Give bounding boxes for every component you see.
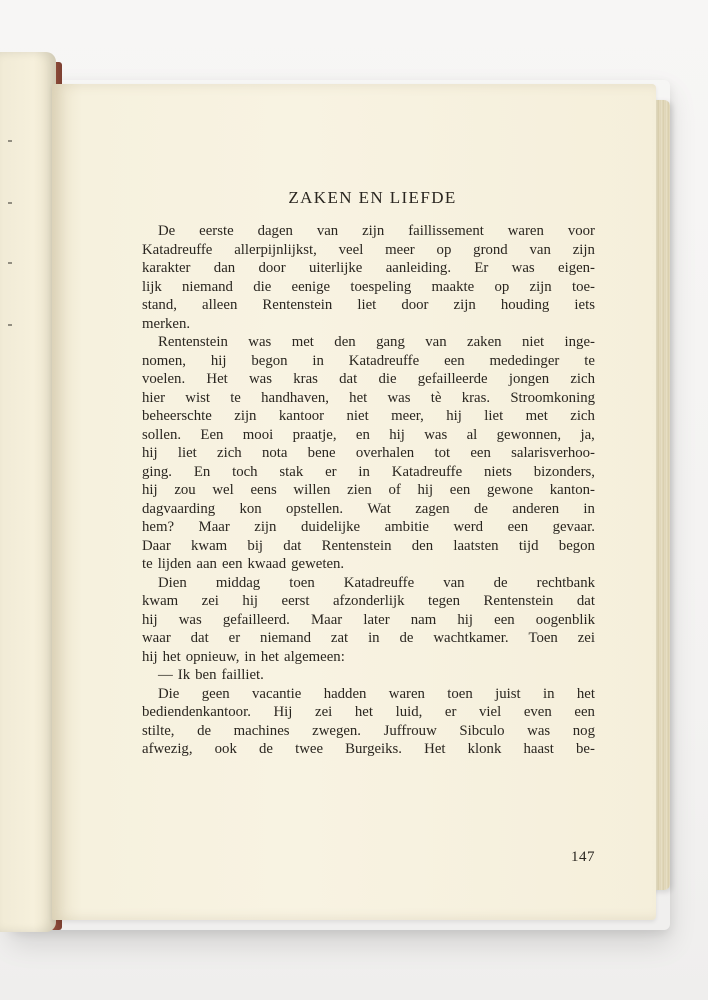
- text-word: zijn: [453, 297, 476, 313]
- text-word: toch: [232, 463, 258, 480]
- text-word: de: [493, 574, 508, 591]
- text-word: door: [401, 297, 429, 313]
- text-word: ambitie: [384, 519, 429, 535]
- text-word: gewone: [487, 482, 534, 498]
- text-word: liet: [484, 408, 504, 424]
- text-line: [142, 740, 595, 759]
- text-word: grond: [473, 241, 508, 258]
- text-line: [142, 555, 595, 574]
- text-word: meer: [385, 241, 415, 258]
- page-number: 147: [571, 849, 595, 865]
- text-word: handhaven,: [261, 389, 329, 406]
- text-word: eigen-: [558, 260, 595, 276]
- text-word: stilte,: [142, 722, 175, 739]
- text-line: [142, 592, 595, 611]
- text-word: in: [358, 463, 370, 480]
- text-word: toen: [447, 685, 473, 702]
- text-word: toe-: [571, 278, 595, 295]
- text-word: het: [354, 704, 373, 720]
- text-word: wist: [185, 389, 210, 406]
- text-word: hij: [210, 352, 227, 369]
- text-word: Katadreuffe: [348, 352, 420, 369]
- text-word: een: [221, 556, 243, 572]
- text-word: kras: [293, 371, 318, 387]
- text-word: zat: [330, 630, 349, 646]
- text-word: hij: [457, 611, 473, 628]
- text-word: de: [197, 722, 212, 739]
- text-word: te: [230, 389, 241, 406]
- book-page: [52, 84, 656, 920]
- text-word: een: [494, 611, 515, 628]
- text-word: hij: [242, 593, 259, 609]
- text-word: stak: [279, 463, 304, 480]
- text-word: Wat: [367, 500, 391, 517]
- text-word: was: [178, 611, 202, 628]
- text-word: anderen: [512, 500, 560, 517]
- text-word: hij: [142, 445, 158, 461]
- text-word: niemand: [260, 630, 311, 646]
- text-word: iets: [574, 297, 595, 313]
- text-word: machines: [233, 722, 290, 739]
- text-word: kanton-: [549, 482, 595, 498]
- text-word: van: [316, 223, 339, 239]
- page-content: [142, 187, 595, 865]
- text-word: algemeen:: [284, 648, 345, 665]
- text-word: zich: [217, 445, 242, 461]
- text-word: Die: [158, 685, 180, 702]
- text-word: van: [529, 241, 551, 258]
- text-word: afzonderlijk: [332, 593, 405, 609]
- text-line: [142, 259, 595, 278]
- text-word: hem?: [142, 519, 175, 535]
- left-page-mark: [8, 140, 12, 142]
- text-word: de: [474, 500, 488, 517]
- text-word: die: [253, 278, 272, 295]
- text-word: bij: [247, 537, 264, 554]
- text-word: zaken: [467, 334, 502, 350]
- text-word: nog: [572, 722, 595, 739]
- text-line: [142, 241, 595, 260]
- text-line: [142, 648, 595, 667]
- text-word: kantoor: [278, 408, 325, 424]
- text-word: stand,: [142, 297, 177, 313]
- text-word: geweten.: [291, 556, 345, 572]
- text-word: er: [228, 630, 241, 646]
- text-word: merken.: [142, 315, 191, 332]
- text-word: niet: [521, 334, 545, 350]
- text-word: bizonders,: [533, 463, 595, 480]
- text-word: begon: [558, 537, 595, 554]
- text-word: opnieuw,: [185, 648, 240, 665]
- text-word: was: [387, 389, 411, 406]
- text-word: faillissement: [408, 223, 484, 239]
- text-word: eerste: [199, 223, 234, 239]
- text-line: [142, 666, 595, 685]
- text-word: eenige: [291, 278, 331, 295]
- text-word: was: [527, 722, 551, 739]
- text-word: Sibculo: [459, 722, 505, 739]
- text-word: zich: [570, 408, 595, 424]
- text-word: te: [142, 556, 153, 572]
- text-word: opstellen.: [285, 500, 344, 517]
- text-word: hij: [389, 426, 405, 443]
- text-word: zijn: [572, 241, 595, 258]
- text-word: middag: [215, 574, 261, 591]
- text-word: werd: [453, 519, 484, 535]
- text-word: De: [158, 223, 176, 239]
- text-word: zich: [570, 371, 595, 387]
- text-word: nam: [410, 611, 437, 628]
- text-word: dat: [190, 630, 209, 646]
- text-word: wachtkamer.: [433, 630, 509, 646]
- text-word: dat: [283, 537, 302, 554]
- text-word: tijd: [518, 537, 539, 554]
- text-word: mededinger: [489, 352, 560, 369]
- text-word: Daar: [142, 537, 171, 554]
- text-word: er: [325, 463, 337, 480]
- text-word: Het: [206, 371, 228, 387]
- text-word: Maar: [310, 611, 343, 628]
- text-word: karakter: [142, 260, 191, 276]
- text-word: Maar: [198, 519, 230, 535]
- text-word: maakte: [431, 278, 475, 295]
- text-word: kon: [239, 500, 262, 517]
- text-word: de: [258, 741, 273, 757]
- text-word: Rentenstein: [262, 297, 333, 313]
- text-word: tot: [434, 445, 451, 461]
- text-word: lijk: [142, 278, 162, 295]
- text-word: later: [363, 611, 390, 628]
- text-word: Hij: [273, 704, 293, 720]
- text-line: [142, 352, 595, 371]
- text-word: beheerschte: [142, 408, 212, 424]
- text-word: op: [494, 278, 510, 295]
- text-word: zijn: [254, 519, 277, 535]
- text-word: laatsten: [453, 537, 499, 554]
- text-word: lijden: [157, 556, 192, 572]
- text-word: zijn: [234, 408, 257, 424]
- text-word: te: [584, 352, 595, 369]
- text-word: dagvaarding: [142, 500, 216, 517]
- text-word: Rentenstein: [158, 334, 228, 350]
- text-line: [142, 574, 595, 593]
- text-word: zijn: [529, 278, 552, 295]
- text-word: een: [470, 445, 491, 461]
- text-word: tè: [430, 389, 442, 406]
- text-word: zwegen.: [312, 722, 362, 739]
- text-line: [142, 722, 595, 741]
- text-word: in: [543, 685, 555, 702]
- text-word: zou: [174, 482, 196, 498]
- text-word: in: [312, 352, 324, 369]
- text-word: —: [158, 667, 173, 683]
- text-word: waren: [388, 685, 425, 702]
- text-word: kwam: [191, 537, 228, 554]
- text-line: [142, 333, 595, 352]
- left-page-mark: [8, 262, 12, 264]
- text-word: voor: [567, 223, 595, 239]
- text-word: liet: [357, 297, 377, 313]
- text-word: praatje,: [292, 426, 337, 443]
- text-word: ben: [195, 667, 217, 683]
- text-word: of: [388, 482, 401, 498]
- text-line: [142, 222, 595, 241]
- text-word: Stroomkoning: [510, 389, 595, 406]
- text-word: Katadreuffe: [142, 241, 213, 258]
- text-word: zagen: [415, 500, 450, 517]
- text-word: jongen: [508, 371, 550, 387]
- text-word: vacantie: [252, 685, 302, 702]
- left-page-edge: [0, 52, 56, 932]
- text-word: met: [291, 334, 314, 350]
- text-word: door: [258, 260, 286, 276]
- body-text: [142, 222, 595, 759]
- text-word: Er: [474, 260, 489, 276]
- text-word: hij: [417, 482, 434, 498]
- text-word: hij: [142, 611, 158, 628]
- text-word: eens: [250, 482, 277, 498]
- text-word: een: [444, 352, 465, 369]
- text-word: in: [244, 648, 256, 665]
- text-word: ging.: [142, 463, 173, 480]
- text-word: was: [249, 371, 273, 387]
- text-word: van: [443, 574, 465, 591]
- text-word: toen: [289, 574, 315, 591]
- text-word: oogenblik: [535, 611, 595, 628]
- text-word: klonk: [467, 741, 502, 757]
- text-word: een: [449, 482, 471, 498]
- text-word: inge-: [564, 334, 595, 350]
- text-word: liet: [177, 445, 197, 461]
- text-line: [142, 537, 595, 556]
- text-word: het: [576, 685, 595, 702]
- text-word: zien: [347, 482, 372, 498]
- text-line: [142, 629, 595, 648]
- text-word: eerst: [281, 593, 310, 609]
- text-word: een: [507, 519, 529, 535]
- text-word: begon: [251, 352, 288, 369]
- text-line: [142, 426, 595, 445]
- text-word: kwam: [142, 593, 179, 609]
- text-line: [142, 685, 595, 704]
- text-line: [142, 389, 595, 408]
- text-word: ja,: [580, 426, 595, 443]
- text-word: niemand: [181, 278, 233, 295]
- text-word: mooi: [242, 426, 274, 443]
- text-word: dat: [339, 371, 358, 387]
- text-line: [142, 703, 595, 722]
- text-word: gang: [376, 334, 405, 350]
- text-word: die: [378, 371, 397, 387]
- text-word: in: [583, 500, 595, 517]
- text-word: luid,: [395, 704, 423, 720]
- text-word: nota: [261, 445, 288, 461]
- text-word: dat: [576, 593, 595, 609]
- chapter-title: ZAKEN EN LIEFDE: [288, 188, 457, 207]
- text-word: Rentenstein: [483, 593, 554, 609]
- text-word: Katadreuffe: [391, 463, 463, 480]
- text-word: houding: [500, 297, 550, 313]
- text-line: [142, 278, 595, 297]
- text-word: zei: [315, 704, 333, 720]
- text-word: Het: [424, 741, 446, 757]
- text-word: meer,: [391, 408, 424, 424]
- text-word: Ik: [177, 667, 191, 683]
- text-word: haast: [523, 741, 554, 757]
- text-word: aanleiding.: [385, 260, 452, 276]
- text-line: [142, 296, 595, 315]
- text-word: waar: [142, 630, 171, 646]
- text-word: Katadreuffe: [343, 574, 415, 591]
- text-word: den: [411, 537, 434, 554]
- text-word: in: [368, 630, 380, 646]
- text-word: voelen.: [142, 371, 186, 387]
- text-word: het: [260, 648, 279, 665]
- text-line: [142, 463, 595, 482]
- text-word: niet: [346, 408, 369, 424]
- text-word: salarisverhoo-: [511, 445, 595, 461]
- text-word: gefailleerd.: [222, 611, 290, 628]
- text-word: willen: [293, 482, 331, 498]
- text-word: en: [355, 426, 370, 443]
- text-word: geen: [201, 685, 230, 702]
- text-word: ook: [214, 741, 237, 757]
- text-word: En: [193, 463, 211, 480]
- text-word: met: [525, 408, 548, 424]
- left-page-mark: [8, 202, 12, 204]
- text-line: [142, 500, 595, 519]
- text-word: was: [248, 334, 272, 350]
- text-word: allerpijnlijkst,: [234, 241, 317, 258]
- text-word: hij: [446, 408, 462, 424]
- text-word: er: [444, 704, 457, 720]
- text-word: Rentenstein: [321, 537, 392, 554]
- text-word: bediendenkantoor.: [142, 704, 251, 720]
- text-word: het: [349, 389, 368, 406]
- text-word: rechtbank: [536, 574, 595, 591]
- text-line: [142, 315, 595, 334]
- text-word: veel: [338, 241, 364, 258]
- text-word: viel: [479, 704, 502, 720]
- text-word: zei: [201, 593, 219, 609]
- text-word: was: [511, 260, 535, 276]
- text-word: gewonnen,: [496, 426, 562, 443]
- text-word: uiterlijke: [308, 260, 363, 276]
- text-word: be-: [576, 741, 595, 757]
- text-line: [142, 370, 595, 389]
- text-word: dan: [213, 260, 236, 276]
- text-word: hier: [142, 389, 166, 406]
- text-word: van: [425, 334, 447, 350]
- text-word: hij: [142, 482, 158, 498]
- text-word: waren: [507, 223, 544, 239]
- text-word: zei: [577, 630, 595, 646]
- text-word: kwaad: [247, 556, 287, 572]
- text-word: Burgeiks.: [345, 741, 403, 757]
- text-word: aan: [196, 556, 217, 572]
- text-line: [142, 518, 595, 537]
- text-word: juist: [495, 685, 521, 702]
- text-word: de: [399, 630, 414, 646]
- text-word: dagen: [257, 223, 293, 239]
- text-line: [142, 407, 595, 426]
- text-word: even: [523, 704, 552, 720]
- text-word: nomen,: [142, 352, 186, 369]
- text-word: zijn: [362, 223, 385, 239]
- text-word: alleen: [202, 297, 238, 313]
- text-word: gevaar.: [552, 519, 595, 535]
- text-word: tegen: [427, 593, 461, 609]
- text-word: duidelijke: [300, 519, 361, 535]
- text-word: hadden: [323, 685, 367, 702]
- text-word: Juffrouw: [383, 722, 437, 739]
- text-word: Dien: [158, 574, 187, 591]
- text-word: afwezig,: [142, 741, 193, 757]
- text-word: twee: [295, 741, 324, 757]
- text-line: [142, 444, 595, 463]
- text-word: was: [424, 426, 448, 443]
- text-word: bene: [307, 445, 336, 461]
- text-word: een: [574, 704, 595, 720]
- text-word: hij: [142, 648, 158, 665]
- text-word: op: [436, 241, 452, 258]
- text-line: [142, 481, 595, 500]
- text-word: Een: [200, 426, 224, 443]
- text-word: den: [334, 334, 356, 350]
- text-word: al: [466, 426, 478, 443]
- text-word: wel: [212, 482, 234, 498]
- text-word: niets: [483, 463, 512, 480]
- text-word: sollen.: [142, 426, 182, 443]
- left-page-mark: [8, 324, 12, 326]
- text-word: toespeling: [350, 278, 412, 295]
- text-line: [142, 611, 595, 630]
- text-word: failliet.: [221, 667, 264, 683]
- text-word: kras.: [461, 389, 491, 406]
- text-word: Toen: [528, 630, 558, 646]
- text-word: gefailleerde: [417, 371, 488, 387]
- text-word: het: [162, 648, 181, 665]
- text-word: overhalen: [355, 445, 415, 461]
